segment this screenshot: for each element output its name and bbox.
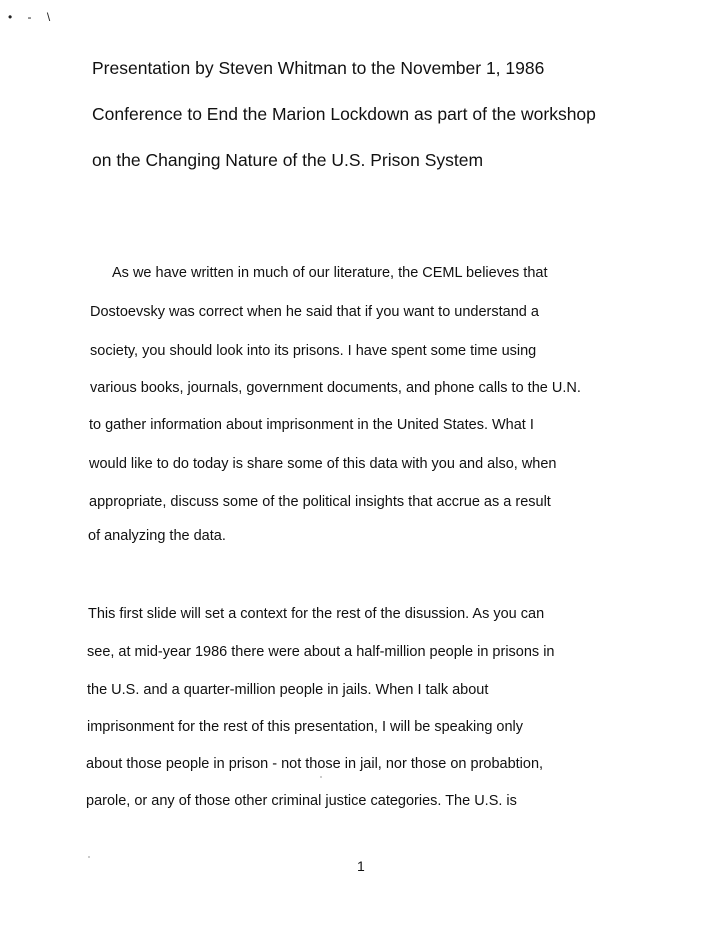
paragraph2-line-3: the U.S. and a quarter-million people in jails. When I talk about — [87, 682, 489, 698]
page-number: 1 — [357, 858, 365, 874]
scan-speck — [320, 776, 322, 778]
paragraph2-line-1: This first slide will set a context for the rest of the disussion. As you can — [88, 606, 545, 622]
paragraph1-line-1: As we have written in much of our literature, the CEML believes that — [112, 265, 548, 281]
scan-corner-marks: • - \ — [8, 10, 57, 24]
paragraph2-line-2: see, at mid-year 1986 there were about a half-million people in prisons in — [87, 644, 555, 660]
paragraph1-line-7: appropriate, discuss some of the political insights that accrue as a result — [89, 494, 551, 510]
paragraph1-line-6: would like to do today is share some of this data with you and also, when — [89, 456, 557, 472]
title-line-1: Presentation by Steven Whitman to the November 1, 1986 — [92, 58, 545, 78]
paragraph1-line-4: various books, journals, government documents, and phone calls to the U.N. — [90, 380, 581, 396]
paragraph1-line-3: society, you should look into its prisons. I have spent some time using — [90, 343, 537, 359]
paragraph1-line-8: of analyzing the data. — [88, 528, 226, 544]
paragraph1-line-2: Dostoevsky was correct when he said that if you want to understand a — [90, 304, 539, 320]
title-line-2: Conference to End the Marion Lockdown as part of the workshop — [92, 104, 596, 124]
paragraph2-line-6: parole, or any of those other criminal justice categories. The U.S. is — [86, 793, 517, 809]
paragraph2-line-5: about those people in prison - not those in jail, nor those on probabtion, — [86, 756, 544, 772]
scan-speck — [88, 856, 90, 858]
title-line-3: on the Changing Nature of the U.S. Prison System — [92, 150, 484, 170]
paragraph1-line-5: to gather information about imprisonment in the United States. What I — [89, 417, 534, 433]
paragraph2-line-4: imprisonment for the rest of this presentation, I will be speaking only — [87, 719, 524, 735]
